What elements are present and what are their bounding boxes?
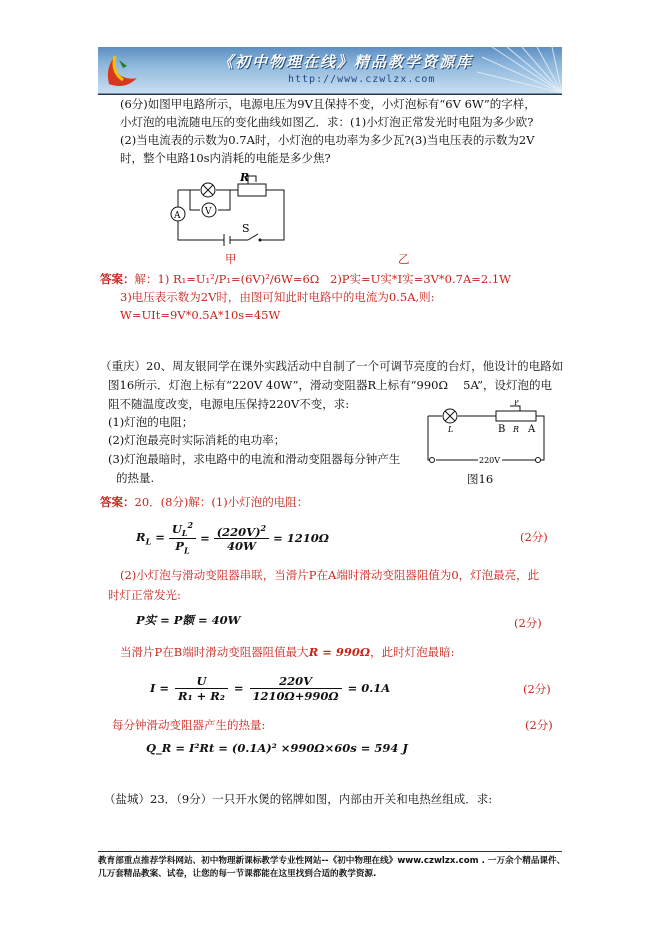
header-banner bbox=[98, 47, 562, 94]
equation-3: I = $\frac{U}{\text{R₁ + R₂}}$ = $\frac{220V}{1210\Omega+990\Omega}$ = 0.1A bbox=[150, 673, 391, 703]
answer-label: 答案： bbox=[100, 272, 135, 286]
terminal-b-label: B bbox=[498, 424, 506, 435]
rheostat-label: R bbox=[513, 425, 520, 434]
q2-answer-2b: 时灯正常发光: bbox=[108, 588, 181, 602]
supply-label: 220V bbox=[479, 456, 501, 465]
caption-yi: 乙 bbox=[398, 252, 410, 266]
q2-item3: (3)灯泡最暗时，求电路中的电流和滑动变阻器每分钟产生 bbox=[108, 452, 401, 466]
resistor-label: R bbox=[240, 171, 250, 184]
terminal-a-label: A bbox=[528, 424, 536, 435]
caption-jia: 甲 bbox=[225, 252, 237, 266]
q2-answer-3a: 当滑片P在B端时滑动变阻器阻值最大R = 990Ω，此时灯泡最暗: bbox=[120, 645, 455, 659]
q2-answer-intro: 20．(8分)解：(1)小灯泡的电阻： bbox=[134, 495, 309, 509]
slider-label: P bbox=[514, 400, 519, 407]
q2-answer-2a: (2)小灯泡与滑动变阻器串联，当滑片P在A端时滑动变阻器阻值为0，灯泡最亮，此 bbox=[120, 568, 540, 582]
q1-line3: (2)当电流表的示数为0.7A时，小灯泡的电功率为多少瓦?(3)当电压表的示数为2V bbox=[120, 133, 535, 147]
site-logo-icon bbox=[101, 50, 141, 90]
score-2: (2分) bbox=[514, 616, 542, 630]
q1-line2: 小灯泡的电流随电压的变化曲线如图乙．求：(1)小灯泡正常发光时电阻为多少欧? bbox=[120, 115, 534, 129]
q2-answer-head bbox=[100, 493, 308, 512]
ammeter-label: A bbox=[174, 211, 181, 221]
q2-answer-4: 每分钟滑动变阻器产生的热量: bbox=[112, 718, 266, 732]
switch-label: S bbox=[242, 222, 250, 235]
q2-line1: （重庆）20、周友银同学在课外实践活动中自制了一个可调节亮度的台灯，他设计的电路如 bbox=[100, 359, 564, 373]
q2-item1: (1)灯泡的电阻； bbox=[108, 415, 194, 429]
equation-4: Q_R = I²Rt = (0.1A)² ×990Ω×60s = 594 J bbox=[146, 741, 408, 755]
footer-rule bbox=[98, 851, 562, 852]
equation-2: P实 = P额 = 40W bbox=[136, 613, 241, 627]
q1-line1: (6分)如图甲电路所示，电源电压为9V且保持不变，小灯泡标有“6V 6W”的字样， bbox=[120, 97, 536, 111]
q3-line1: （盐城）23．（9分）一只开水煲的铭牌如图，内部由开关和电热丝组成．求: bbox=[104, 792, 493, 806]
q2-line2: 图16所示．灯泡上标有“220V 40W”，滑动变阻器R上标有“990Ω 5A”，设灯泡的电 bbox=[108, 378, 552, 392]
score-4: (2分) bbox=[525, 718, 553, 732]
footer-text: 教育部重点推荐学科网站、初中物理新课标教学专业性网站--《初中物理在线》www.czwlzx.com . 一万余个精品课件、几万套精品教案、试卷，让您的每一节课都能在这里找到合适的教学资源. bbox=[98, 856, 566, 879]
q1-line4: 时，整个电路10s内消耗的电能是多少焦? bbox=[120, 151, 331, 165]
q1-answer-1: 解：1) R₁=U₁²/P₁=(6V)²/6W=6Ω bbox=[134, 272, 320, 286]
equation-1: $R_L$ = $\frac{U_L^2}{P_L}$ = $\frac{(220V)^2}{40W}$ = 1210Ω bbox=[136, 520, 329, 556]
q1-answer-4: W=UIt=9V*0.5A*10s=45W bbox=[120, 308, 281, 322]
q2-line3: 阻不随温度改变，电源电压保持220V不变，求: bbox=[108, 397, 350, 411]
decor-fan-icon bbox=[472, 47, 562, 93]
score-3: (2分) bbox=[523, 682, 551, 696]
score-1: (2分) bbox=[520, 530, 548, 544]
q1-answer-3: 3)电压表示数为2V时，由图可知此时电路中的电流为0.5A,则: bbox=[120, 290, 435, 304]
figure-16-caption: 图16 bbox=[467, 472, 494, 486]
banner-title: 《初中物理在线》精品教学资源库 bbox=[218, 53, 474, 71]
voltmeter-label: V bbox=[205, 207, 212, 217]
q2-item3b: 的热量. bbox=[116, 471, 155, 485]
circuit-diagram-jia bbox=[160, 168, 295, 250]
banner-url[interactable]: http://www.czwlzx.com bbox=[288, 74, 436, 85]
answer-label-2: 答案： bbox=[100, 495, 135, 509]
circuit-figure-16 bbox=[420, 400, 550, 468]
q2-item2: (2)灯泡最亮时实际消耗的电功率； bbox=[108, 433, 286, 447]
lamp-l-label: L bbox=[448, 425, 454, 434]
q1-answer-2: 2)P实=U实*I实=3V*0.7A=2.1W bbox=[330, 272, 512, 286]
q1-answer bbox=[100, 270, 319, 289]
